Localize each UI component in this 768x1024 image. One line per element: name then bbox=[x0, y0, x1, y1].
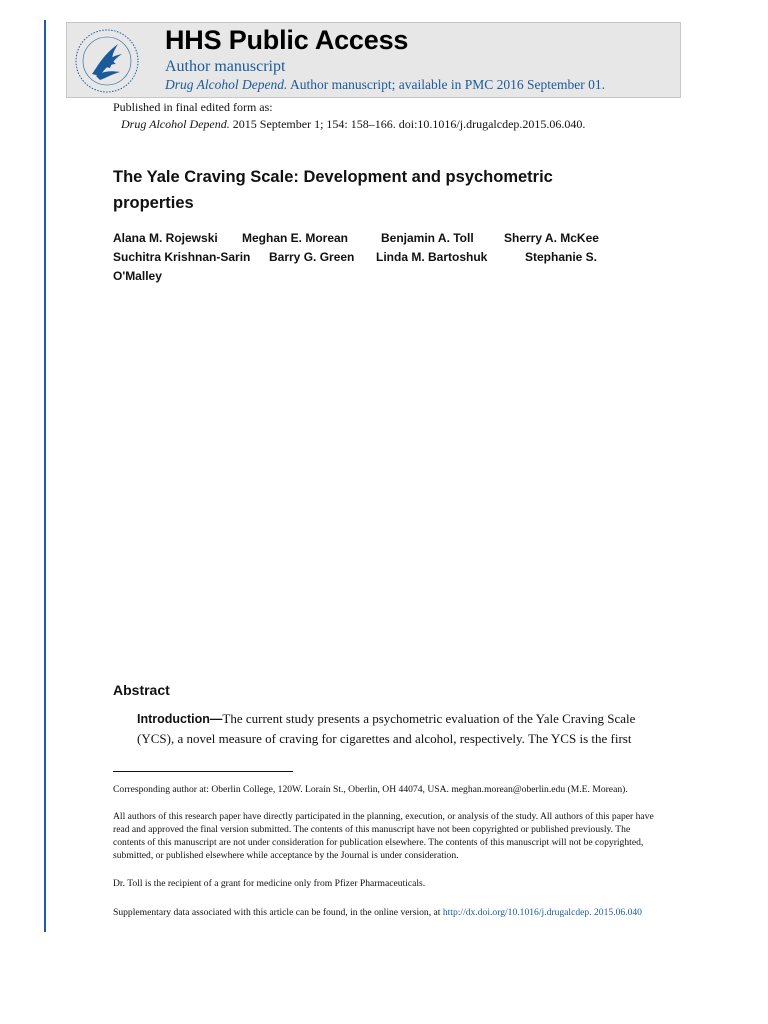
abstract-heading: Abstract bbox=[113, 682, 170, 698]
availability-text: Author manuscript; available in PMC 2016 September 01. bbox=[287, 77, 605, 92]
citation bbox=[121, 117, 585, 132]
author-name: Alana M. Rojewski bbox=[113, 231, 218, 245]
author-name: Stephanie S. bbox=[525, 250, 598, 264]
abstract-section-label: Introduction— bbox=[137, 712, 223, 726]
abstract-introduction bbox=[137, 709, 647, 749]
left-margin-rule bbox=[44, 20, 46, 932]
author-name: Meghan E. Morean bbox=[242, 231, 349, 245]
footnote-contributors: All authors of this research paper have directly participated in the planning, execution, or analysis of the study. All authors of this paper have read and approved the final version submitted. The contents of this manuscript have not been copyrighted or published previously. The contents of this manuscript are not under consideration for publication elsewhere. The contents of this manuscript will not be copyrighted, submitted, or published elsewhere while acceptance by the Journal is under consideration. bbox=[113, 811, 654, 861]
author-name: Barry G. Green bbox=[269, 250, 355, 264]
footnote-corresponding-author: Corresponding author at: Oberlin College, 120W. Lorain St., Oberlin, OH 44074, USA. meghan.morean@oberlin.edu (M.E. Morean). bbox=[113, 784, 628, 795]
supplementary-link[interactable]: http://dx.doi.org/10.1016/j.drugalcdep. 2015.06.040 bbox=[442, 907, 642, 918]
author-name: O'Malley bbox=[113, 269, 162, 283]
footnote-supplementary bbox=[113, 906, 658, 919]
availability-line bbox=[165, 77, 605, 93]
author-name: Linda M. Bartoshuk bbox=[376, 250, 488, 264]
manuscript-type: Author manuscript bbox=[165, 58, 286, 75]
author-name: Sherry A. McKee bbox=[504, 231, 599, 245]
footnote-conflict: Dr. Toll is the recipient of a grant for medicine only from Pfizer Pharmaceuticals. bbox=[113, 878, 426, 889]
published-label: Published in final edited form as: bbox=[113, 100, 273, 114]
paper-title: The Yale Craving Scale: Development and psychometric properties bbox=[113, 168, 553, 212]
hhs-title: HHS Public Access bbox=[165, 25, 409, 55]
hhs-banner bbox=[66, 22, 681, 98]
author-name: Suchitra Krishnan-Sarin bbox=[113, 250, 251, 264]
citation-details: 2015 September 1; 154: 158–166. doi:10.1016/j.drugalcdep.2015.06.040. bbox=[229, 117, 586, 131]
supplementary-text: Supplementary data associated with this article can be found, in the online version, at bbox=[113, 907, 443, 918]
footnote-rule bbox=[113, 771, 293, 772]
author-name: Benjamin A. Toll bbox=[381, 231, 474, 245]
hhs-eagle-seal-icon bbox=[72, 26, 142, 96]
citation-journal: Drug Alcohol Depend. bbox=[121, 117, 230, 131]
abstract-introduction-text: The current study presents a psychometric evaluation of the Yale Craving Scale (YCS), a novel measure of craving for cigarettes and alcohol, respectively. The YCS is the first bbox=[137, 711, 636, 746]
journal-name: Drug Alcohol Depend. bbox=[165, 77, 288, 92]
